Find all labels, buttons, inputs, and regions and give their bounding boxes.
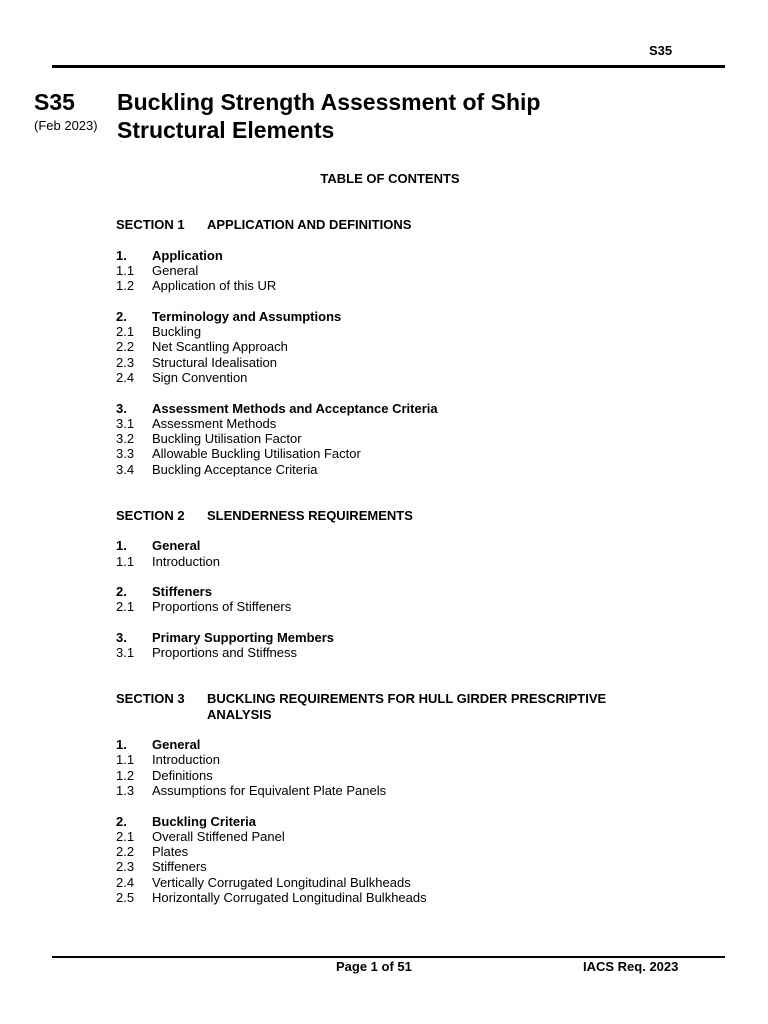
toc-item (0, 339, 768, 354)
spacer (0, 722, 768, 737)
toc-group-heading (0, 814, 768, 829)
toc-group-heading (0, 248, 768, 263)
toc-item (0, 829, 768, 844)
section-heading-text: APPLICATION AND DEFINITIONS (207, 217, 412, 232)
toc-item-text: Introduction (152, 752, 220, 768)
toc-group-heading-number: 2. (116, 813, 127, 829)
toc-item-number: 2.2 (116, 339, 135, 355)
document-title (117, 88, 637, 144)
toc-item (0, 752, 768, 767)
spacer (0, 615, 768, 630)
toc-item (0, 859, 768, 874)
document-code: S35 (34, 89, 75, 115)
section-heading-text: BUCKLING REQUIREMENTS FOR HULL GIRDER PRESCRIPTIVE (207, 691, 607, 707)
spacer (0, 569, 768, 584)
toc-item (0, 554, 768, 569)
top-divider (52, 65, 725, 68)
toc-group-heading (0, 309, 768, 324)
toc-item-text: Buckling Acceptance Criteria (152, 461, 318, 477)
section-heading-number: SECTION 2 (116, 507, 185, 523)
toc-item (0, 844, 768, 859)
spacer (0, 293, 768, 308)
spacer (0, 477, 768, 492)
toc-item-number: 1.2 (116, 767, 135, 783)
bottom-divider (52, 956, 725, 958)
toc-group-heading-text: General (152, 538, 201, 554)
spacer (0, 492, 768, 507)
section-heading (0, 217, 768, 232)
toc-item-number: 3.3 (116, 446, 135, 462)
toc-group-heading-number: 1. (116, 538, 127, 554)
toc-heading: TABLE OF CONTENTS (320, 171, 460, 186)
toc-item (0, 446, 768, 461)
spacer (0, 385, 768, 400)
toc-item (0, 416, 768, 431)
toc-item-text: Introduction (152, 553, 220, 569)
toc-item-text: Assumptions for Equivalent Plate Panels (152, 782, 387, 798)
toc-group-heading-text: General (152, 737, 201, 753)
spacer (0, 676, 768, 691)
toc-group-heading-number: 1. (116, 737, 127, 753)
toc-group-heading-number: 1. (116, 247, 127, 263)
toc-item-text: General (152, 262, 199, 278)
toc-item (0, 355, 768, 370)
toc-item-text: Structural Idealisation (152, 354, 278, 370)
toc-item-number: 1.1 (116, 553, 135, 569)
toc-item (0, 768, 768, 783)
toc-item-number: 1.1 (116, 262, 135, 278)
toc-item (0, 783, 768, 798)
toc-group-heading-text: Application (152, 247, 223, 263)
document-title-line2: Structural Elements (117, 117, 335, 143)
toc-group-heading-number: 2. (116, 308, 127, 324)
toc-item-text: Vertically Corrugated Longitudinal Bulkheads (152, 874, 411, 890)
toc-item-text: Plates (152, 844, 189, 860)
toc-item-number: 3.1 (116, 415, 135, 431)
header-code: S35 (649, 43, 673, 58)
section-heading (0, 691, 768, 706)
toc-item-number: 1.1 (116, 752, 135, 768)
toc-item (0, 370, 768, 385)
toc-item-number: 2.1 (116, 324, 135, 340)
toc-item-text: Horizontally Corrugated Longitudinal Bulkheads (152, 890, 427, 906)
spacer (0, 523, 768, 538)
toc-item (0, 324, 768, 339)
toc-item-number: 2.4 (116, 874, 135, 890)
toc-group-heading (0, 538, 768, 553)
spacer (0, 232, 768, 247)
toc-group-heading-number: 2. (116, 584, 127, 600)
toc-item-text: Buckling (152, 324, 202, 340)
footer-requirement: IACS Req. 2023 (583, 959, 679, 974)
section-heading-number: SECTION 1 (116, 217, 185, 232)
toc-item-text: Sign Convention (152, 369, 248, 385)
toc-item (0, 890, 768, 905)
toc-item-number: 2.4 (116, 369, 135, 385)
toc-item-text: Proportions of Stiffeners (152, 599, 292, 615)
toc-item-text: Assessment Methods (152, 415, 277, 431)
toc-item-number: 2.1 (116, 828, 135, 844)
toc-item (0, 645, 768, 660)
toc-group-heading (0, 401, 768, 416)
section-heading-text: SLENDERNESS REQUIREMENTS (207, 507, 413, 523)
toc-item-text: Net Scantling Approach (152, 339, 288, 355)
footer-page-number: Page 1 of 51 (336, 959, 412, 974)
toc-item-number: 2.3 (116, 859, 135, 875)
toc-group-heading-number: 3. (116, 630, 127, 646)
toc-group-heading-text: Terminology and Assumptions (152, 308, 342, 324)
toc-item-text: Buckling Utilisation Factor (152, 431, 302, 447)
section-heading (0, 508, 768, 523)
toc-item (0, 278, 768, 293)
toc-item-text: Overall Stiffened Panel (152, 828, 285, 844)
toc-item-number: 3.4 (116, 461, 135, 477)
toc-item-text: Stiffeners (152, 859, 207, 875)
spacer (0, 661, 768, 676)
toc-item-number: 2.2 (116, 844, 135, 860)
section-heading-continued-text: ANALYSIS (207, 706, 272, 722)
toc-item-text: Proportions and Stiffness (152, 645, 298, 661)
toc-item (0, 599, 768, 614)
section-heading-number: SECTION 3 (116, 691, 185, 707)
toc-item (0, 263, 768, 278)
toc-item-number: 2.3 (116, 354, 135, 370)
toc-item-number: 1.3 (116, 782, 135, 798)
toc-item-number: 2.5 (116, 890, 135, 906)
toc-group-heading-number: 3. (116, 400, 127, 416)
toc-item-text: Allowable Buckling Utilisation Factor (152, 446, 361, 462)
toc-item-number: 1.2 (116, 278, 135, 294)
toc-item-number: 3.2 (116, 431, 135, 447)
spacer (0, 798, 768, 813)
toc-item-number: 2.1 (116, 599, 135, 615)
toc-group-heading (0, 584, 768, 599)
toc-item (0, 431, 768, 446)
toc-group-heading (0, 630, 768, 645)
toc-item (0, 462, 768, 477)
section-heading-continued (0, 707, 768, 722)
toc-item-text: Application of this UR (152, 278, 277, 294)
toc-group-heading-text: Buckling Criteria (152, 813, 257, 829)
toc-group-heading-text: Primary Supporting Members (152, 630, 335, 646)
document-date: (Feb 2023) (34, 118, 98, 133)
toc-group-heading (0, 737, 768, 752)
toc-group-heading-text: Stiffeners (152, 584, 212, 600)
toc-group-heading-text: Assessment Methods and Acceptance Criteria (152, 400, 438, 416)
toc-item-number: 3.1 (116, 645, 135, 661)
table-of-contents (0, 217, 768, 905)
toc-item-text: Definitions (152, 767, 213, 783)
document-title-line1: Buckling Strength Assessment of Ship (117, 89, 541, 115)
toc-item (0, 875, 768, 890)
